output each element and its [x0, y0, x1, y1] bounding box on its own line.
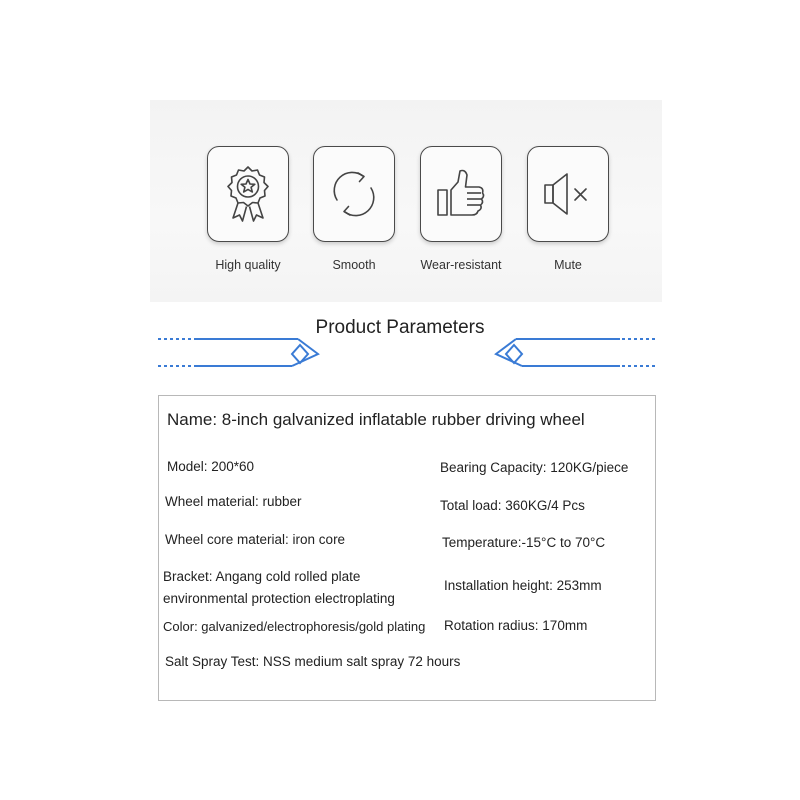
feature-tile: [527, 146, 609, 242]
spec-model: Model: 200*60: [167, 459, 255, 474]
spec-bracket: Bracket: Angang cold rolled plate: [163, 569, 361, 584]
right-divider-decoration: [490, 327, 665, 377]
spec-rotation-radius: Rotation radius: 170mm: [444, 618, 588, 633]
rotate-icon: [323, 163, 385, 225]
feature-label: Wear-resistant: [420, 258, 502, 272]
spec-bearing-capacity: Bearing Capacity: 120KG/piece: [440, 460, 629, 475]
spec-wheel-material: Wheel material: rubber: [165, 494, 302, 509]
spec-bracket-cont: environmental protection electroplating: [163, 591, 395, 606]
mute-icon: [537, 163, 599, 225]
medal-icon: [217, 163, 279, 225]
thumbs-up-icon: [430, 163, 492, 225]
spec-color: Color: galvanized/electrophoresis/gold plating: [163, 619, 426, 634]
feature-panel: [150, 100, 662, 302]
feature-label: Smooth: [332, 258, 376, 272]
feature-smooth: [312, 146, 396, 272]
feature-tile: [207, 146, 289, 242]
feature-label: High quality: [215, 258, 281, 272]
feature-wear-resistant: [419, 146, 503, 272]
feature-label: Mute: [554, 258, 582, 272]
spec-wheel-core-material: Wheel core material: iron core: [165, 532, 346, 547]
left-divider-decoration: [150, 327, 325, 377]
feature-high-quality: [206, 146, 290, 272]
product-name: Name: 8-inch galvanized inflatable rubber driving wheel: [167, 410, 585, 429]
spec-total-load: Total load: 360KG/4 Pcs: [440, 498, 585, 513]
spec-installation-height: Installation height: 253mm: [444, 578, 602, 593]
feature-tile: [313, 146, 395, 242]
feature-tile: [420, 146, 502, 242]
spec-salt-spray: Salt Spray Test: NSS medium salt spray 72 hours: [165, 654, 461, 669]
section-title: Product Parameters: [315, 317, 485, 338]
spec-temperature: Temperature:-15°C to 70°C: [442, 535, 606, 550]
feature-mute: [526, 146, 610, 272]
spec-box: [158, 395, 656, 701]
